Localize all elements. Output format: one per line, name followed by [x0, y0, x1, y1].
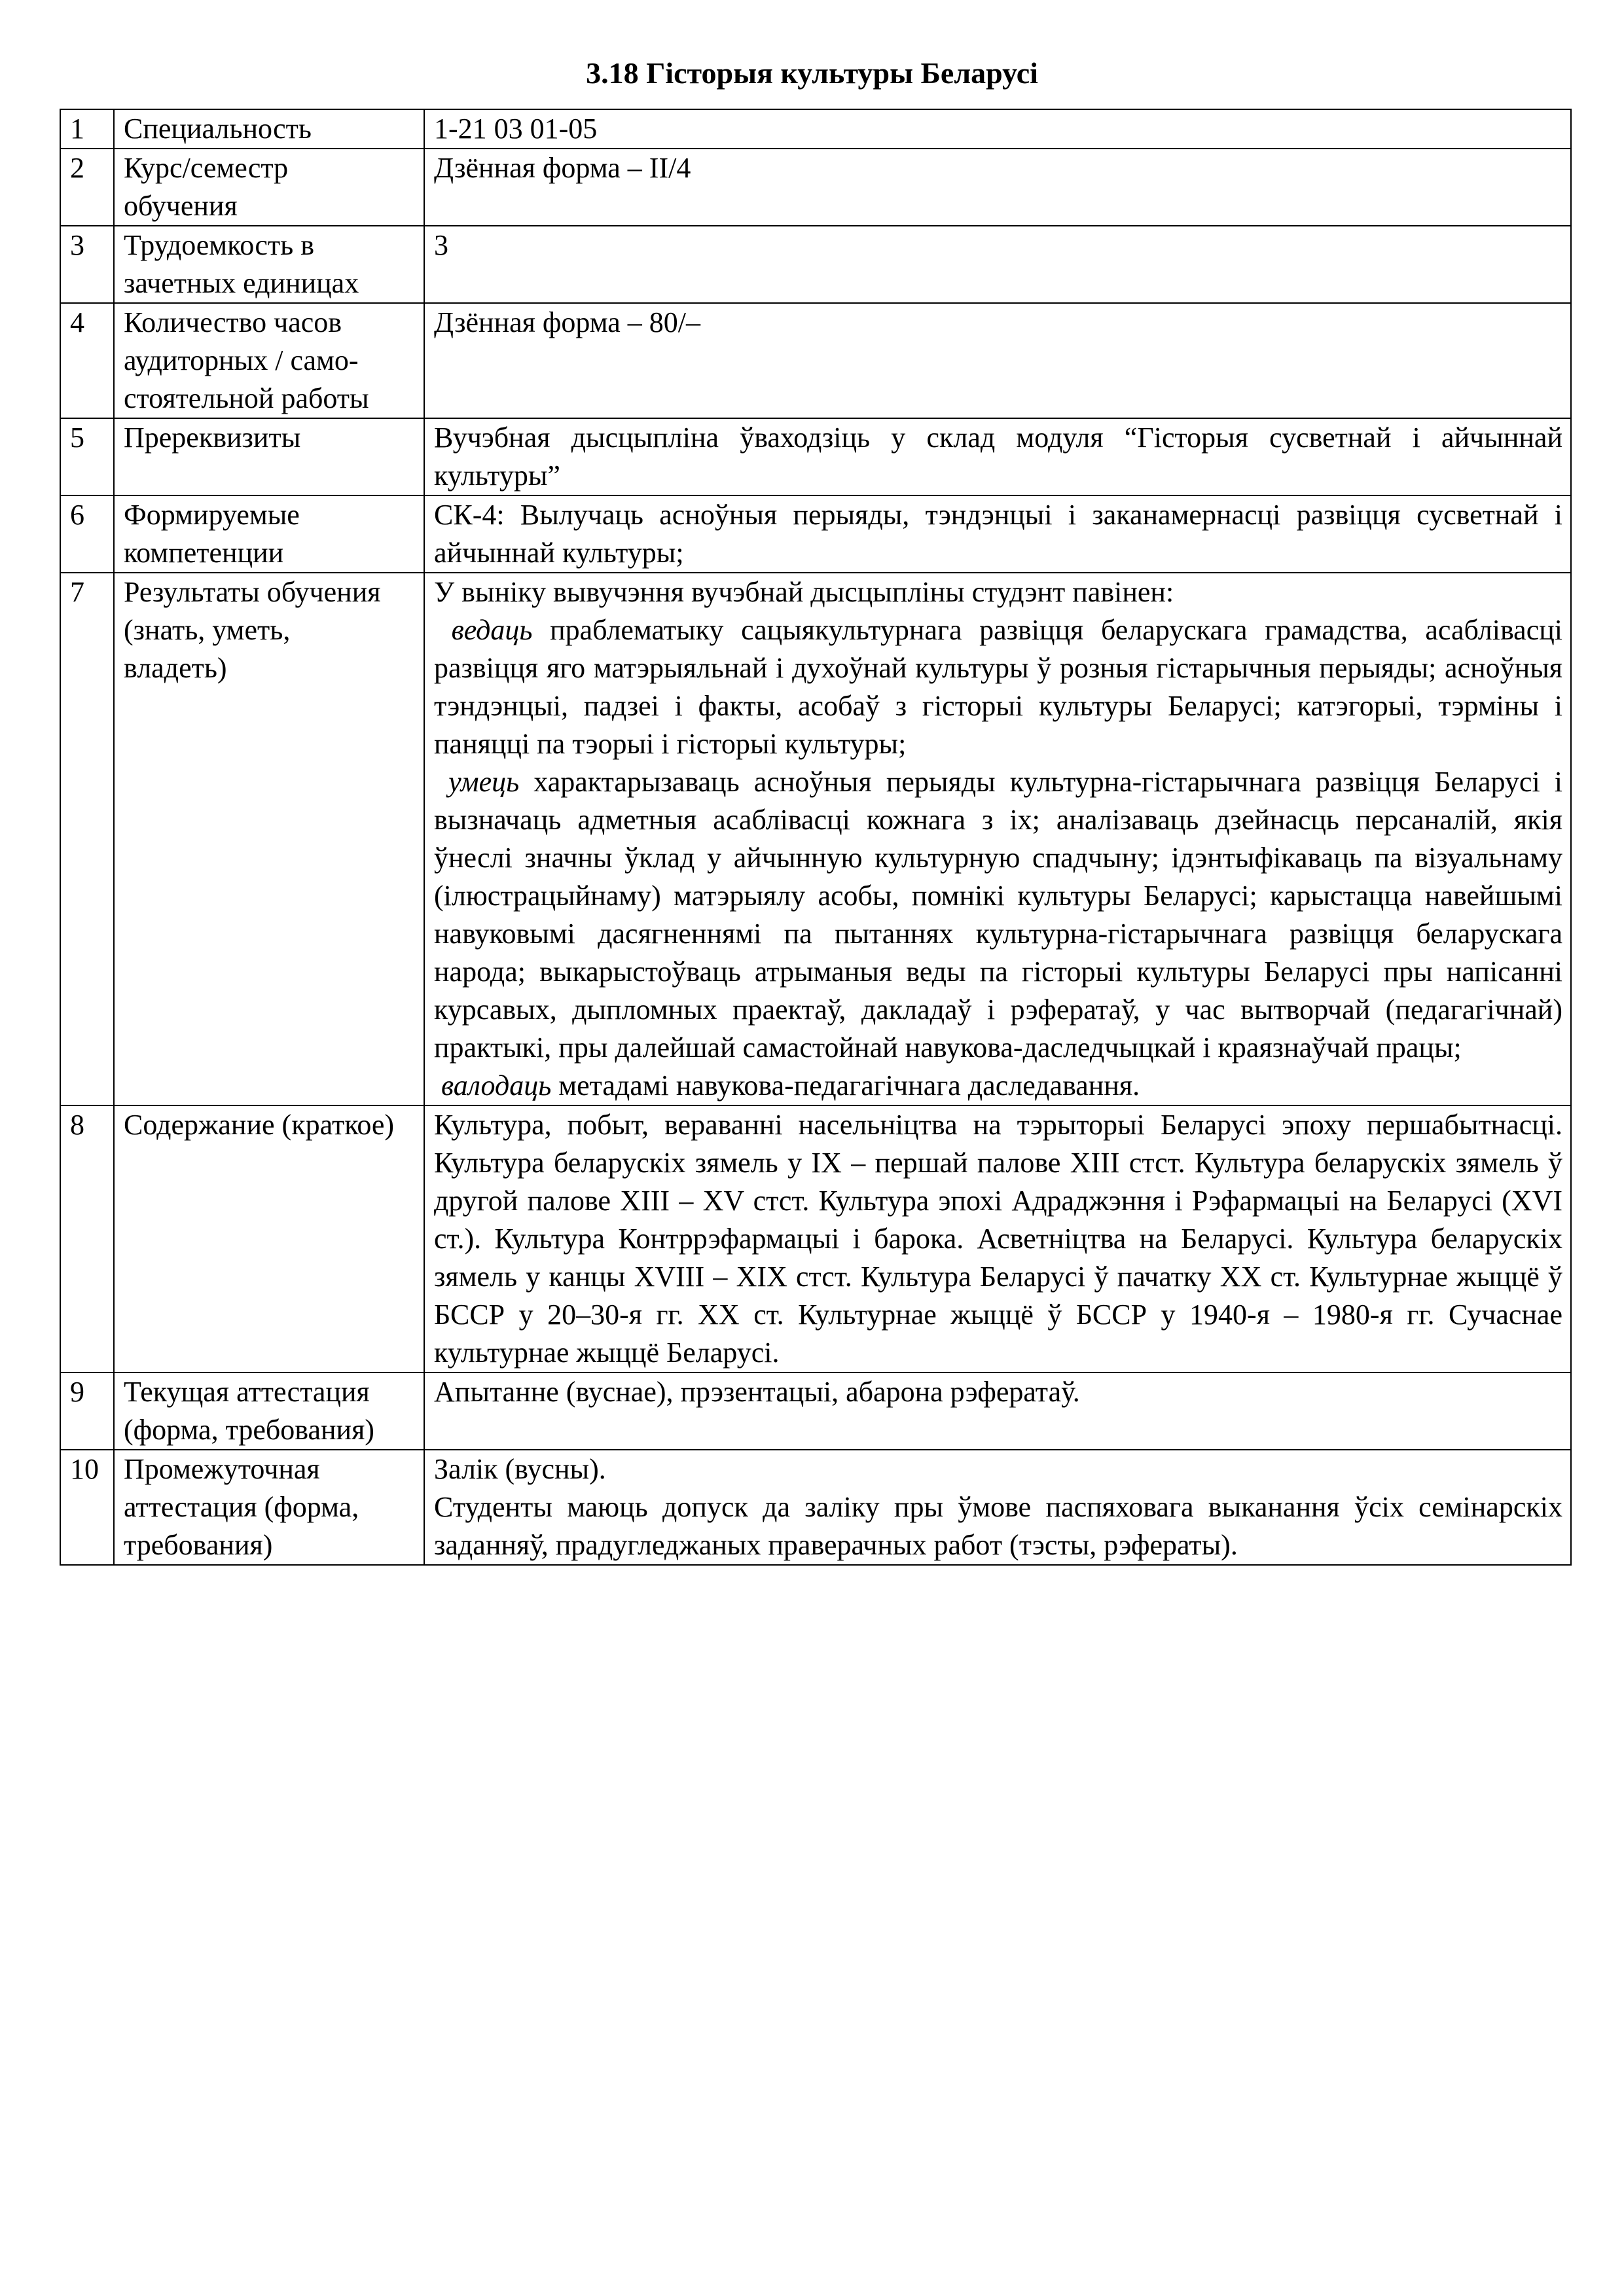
table-row — [60, 1450, 1571, 1565]
own-paragraph — [434, 1067, 1562, 1105]
row-field-value: 3 — [424, 226, 1571, 303]
can-label: умець — [448, 766, 520, 798]
row-field-label: Количество часов аудиторных / само-стоятельной работы — [114, 303, 424, 418]
table-row — [60, 495, 1571, 573]
table-row — [60, 573, 1571, 1105]
syllabus-table — [60, 109, 1572, 1566]
row-number: 6 — [60, 495, 114, 573]
row-field-value: Дзённая форма – II/4 — [424, 149, 1571, 226]
row-number: 2 — [60, 149, 114, 226]
row-number: 3 — [60, 226, 114, 303]
row-field-label: Содержание (краткое) — [114, 1105, 424, 1372]
table-row — [60, 226, 1571, 303]
row-field-value — [424, 1450, 1571, 1565]
row-number: 4 — [60, 303, 114, 418]
row-field-value — [424, 573, 1571, 1105]
row-field-value: Апытанне (вуснае), прэзентацыі, абарона рэфератаў. — [424, 1372, 1571, 1450]
row-field-value: Дзённая форма – 80/– — [424, 303, 1571, 418]
row-field-label: Результаты обучения (знать, уметь, владеть) — [114, 573, 424, 1105]
row-number: 7 — [60, 573, 114, 1105]
know-paragraph — [434, 611, 1562, 763]
row-field-label: Пререквизиты — [114, 418, 424, 495]
can-paragraph — [434, 763, 1562, 1067]
row-field-label: Курс/семестр обучения — [114, 149, 424, 226]
row-field-label: Специальность — [114, 109, 424, 149]
learning-outcomes-intro: У выніку вывучэння вучэбнай дысцыпліны студэнт павінен: — [434, 576, 1174, 608]
table-row — [60, 109, 1571, 149]
own-label: валодаць — [441, 1069, 552, 1102]
row-number: 9 — [60, 1372, 114, 1450]
row-number: 10 — [60, 1450, 114, 1565]
row-number: 8 — [60, 1105, 114, 1372]
row-field-label: Промежуточная аттестация (форма, требования) — [114, 1450, 424, 1565]
assessment-form: Залік (вусны). — [434, 1453, 606, 1485]
row-field-label: Формируемые компетенции — [114, 495, 424, 573]
table-row — [60, 418, 1571, 495]
table-row — [60, 1105, 1571, 1372]
row-field-value: Культура, побыт, вераванні насельніцтва на тэрыторыі Беларусі эпоху першабытнасці. Культура беларускіх зямель у IX – першай палове XIII стст. Культура беларускіх зямель ў другой палове XIII – XV стст. Культура эпохі Адраджэння і Рэфармацыі на Беларусі (XVI ст.). Культура Контррэфармацыі і барока. Асветніцтва на Беларусі. Культура беларускіх зямель у канцы XVIII – XIX стст. Культура Беларусі ў пачатку XX ст. Культурнае жыццё ў БССР у 20–30-я гг. XX ст. Культурнае жыццё ў БССР у 1940-я – 1980-я гг. Сучаснае культурнае жыццё Беларусі. — [424, 1105, 1571, 1372]
assessment-requirements: Студенты маюць допуск да заліку пры ўмове паспяховага выканання ўсіх семінарскіх заданняў, прадугледжаных праверачных работ (тэсты, рэфераты). — [434, 1491, 1562, 1561]
row-field-value: СК-4: Вылучаць асноўныя перыяды, тэндэнцыі і заканамернасці развіцця сусветнай і айчыннай культуры; — [424, 495, 1571, 573]
know-text: праблематыку сацыякультурнага развіцця беларускага грамадства, асаблівасці развіцця яго матэрыяльнай і духоўнай культуры ў розныя гістарычныя перыяды; асноўныя тэндэнцыі, падзеі і факты, асобаў з гісторыі культуры Беларусі; катэгорыі, тэрміны і паняцці па тэорыі і гісторыі культуры; — [434, 614, 1563, 760]
row-field-label: Текущая аттестация (форма, требования) — [114, 1372, 424, 1450]
table-row — [60, 149, 1571, 226]
know-label: ведаць — [451, 614, 533, 646]
document-title: 3.18 Гісторыя культуры Беларусі — [586, 56, 1038, 90]
table-row — [60, 303, 1571, 418]
row-number: 1 — [60, 109, 114, 149]
row-field-value: 1-21 03 01-05 — [424, 109, 1571, 149]
row-field-value: Вучэбная дысцыпліна ўваходзіць у склад модуля “Гісторыя сусветнай і айчыннай культуры” — [424, 418, 1571, 495]
table-row — [60, 1372, 1571, 1450]
own-text: метадамі навукова-педагагічнага даследавання. — [551, 1069, 1140, 1102]
row-number: 5 — [60, 418, 114, 495]
can-text: характарызаваць асноўныя перыяды культурна-гістарычнага развіцця Беларусі і вызначаць адметныя асаблівасці кожнага з іх; аналізаваць дзейнасць персаналій, якія ўнеслі значны ўклад у айчынную культурную спадчыну; ідэнтыфікаваць па візуальнаму (ілюстрацыйнаму) матэрыялу асобы, помнікі культуры Беларусі; карыстацца навейшымі навуковымі дасягненнямі па пытаннях культурна-гістарычнага развіцця беларускага народа; выкарыстоўваць атрыманыя веды па гісторыі культуры Беларусі пры напісанні курсавых, дыпломных праектаў, дакладаў і рэфератаў, у час вытворчай (педагагічнай) практыкі, пры далейшай самастойнай навукова-даследчыцкай і краязнаўчай працы; — [434, 766, 1562, 1064]
row-field-label: Трудоемкость в зачетных единицах — [114, 226, 424, 303]
